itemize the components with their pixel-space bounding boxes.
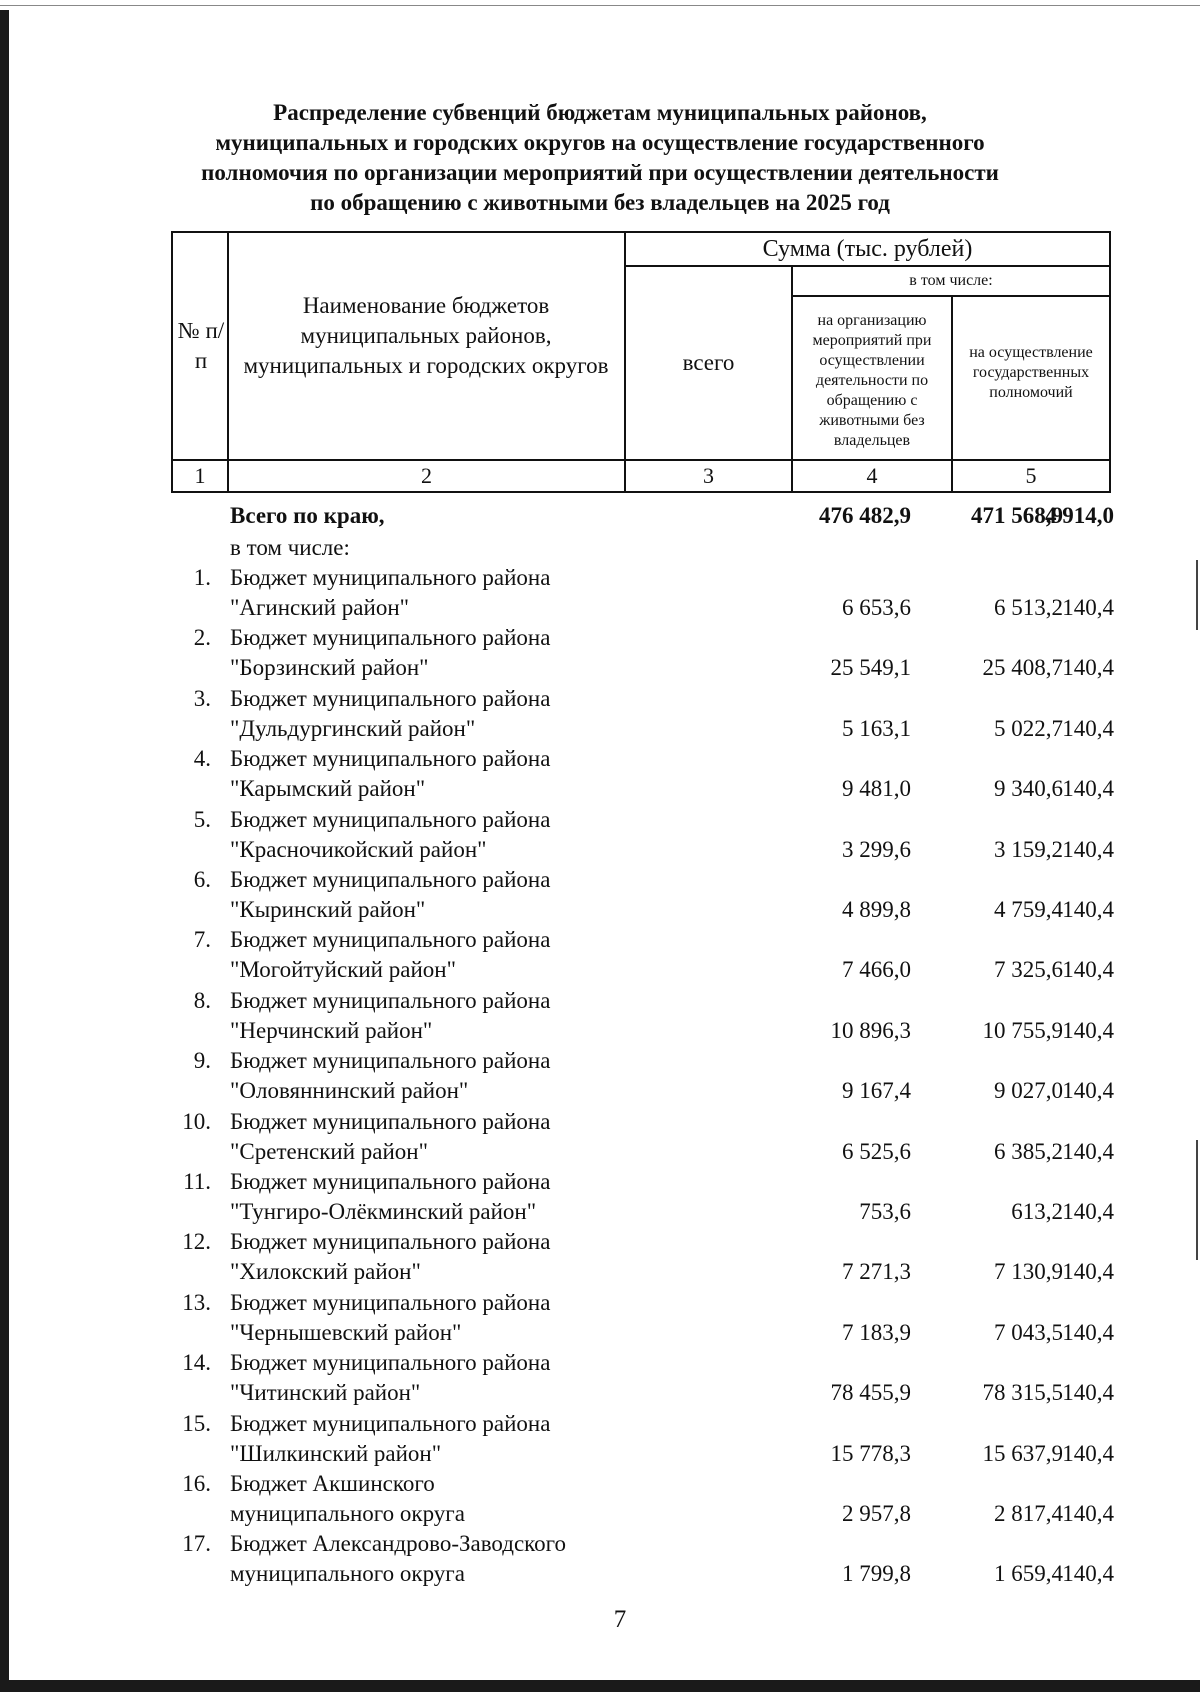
title-line: муниципальных и городских округов на осуществление государственного — [215, 130, 985, 155]
table-row — [171, 1348, 1114, 1408]
row-name-line1: Бюджет муниципального района — [230, 987, 551, 1013]
row-total: 10 896,3 — [830, 1017, 911, 1043]
header-powers: на осуществление государственных полномочий — [969, 344, 1093, 401]
row-org: 4 759,4 — [994, 897, 1063, 922]
row-total: 1 799,8 — [842, 1561, 911, 1587]
table-row — [171, 1107, 1114, 1167]
column-number: 4 — [866, 463, 878, 488]
row-name-line1: Бюджет муниципального района — [230, 1289, 551, 1315]
table-row — [171, 1469, 1114, 1529]
row-powers: 140,4 — [1062, 957, 1114, 983]
row-total: 753,6 — [859, 1199, 911, 1224]
row-number: 3. — [193, 685, 211, 711]
title-line: полномочия по организации мероприятий при осуществлении деятельности — [201, 160, 999, 185]
row-number: 15. — [182, 1410, 211, 1436]
row-org: 2 817,4 — [994, 1501, 1063, 1526]
table-row — [171, 925, 1114, 985]
row-org: 6 385,2 — [994, 1138, 1063, 1164]
row-name-line1: Бюджет муниципального района — [230, 565, 551, 590]
row-number: 6. — [193, 867, 211, 892]
row-number: 5. — [193, 806, 211, 832]
row-org: 9 340,6 — [994, 776, 1063, 802]
page-number: 7 — [613, 1606, 627, 1633]
row-name-line2: "Кыринский район" — [230, 897, 426, 922]
border — [227, 231, 229, 493]
row-name-line1: Бюджет муниципального района — [230, 806, 551, 832]
row-total: 4 899,8 — [842, 897, 911, 922]
row-org: 6 513,2 — [994, 595, 1063, 620]
row-name-line2: "Карымский район" — [230, 776, 426, 802]
table-row — [171, 1227, 1114, 1287]
row-number: 10. — [182, 1108, 211, 1134]
total-value: 476 482,9 — [819, 503, 911, 528]
row-name-line2: "Агинский район" — [230, 595, 410, 620]
table-row — [171, 1529, 1114, 1589]
header-name: Наименование бюджетов муниципальных районов, муниципальных и городских округов — [243, 293, 609, 378]
row-name-line2: муниципального округа — [230, 1561, 465, 1587]
row-powers: 140,4 — [1062, 595, 1114, 620]
table-row — [171, 1409, 1114, 1469]
row-powers: 140,4 — [1062, 715, 1114, 741]
row-name-line2: "Тунгиро-Олёкминский район" — [230, 1199, 537, 1224]
row-name-line1: Бюджет муниципального района — [230, 1229, 551, 1255]
row-number: 2. — [193, 625, 211, 651]
row-total: 6 653,6 — [842, 595, 911, 620]
row-org: 15 637,9 — [982, 1440, 1063, 1466]
row-name-line1: Бюджет муниципального района — [230, 685, 551, 711]
border — [1109, 231, 1111, 493]
row-number: 4. — [193, 746, 211, 772]
row-number: 11. — [183, 1169, 211, 1194]
row-name-line1: Бюджет муниципального района — [230, 867, 551, 892]
row-number: 17. — [182, 1531, 211, 1557]
table-row — [171, 684, 1114, 744]
row-org: 7 130,9 — [994, 1259, 1063, 1285]
header-org: на организацию мероприятий при осуществлении деятельности по обращению с животными без владельцев — [812, 312, 932, 449]
row-powers: 140,4 — [1062, 1138, 1114, 1164]
total-sublabel: в том числе: — [230, 535, 350, 560]
row-powers: 140,4 — [1062, 1259, 1114, 1285]
total-sublabel-row — [171, 533, 1111, 563]
row-total: 7 183,9 — [842, 1319, 911, 1345]
row-number: 14. — [182, 1350, 211, 1376]
row-name-line1: Бюджет муниципального района — [230, 927, 551, 953]
column-number: 3 — [703, 463, 714, 488]
row-org: 5 022,7 — [994, 715, 1063, 741]
row-name-line2: "Чернышевский район" — [230, 1319, 462, 1345]
row-total: 7 271,3 — [842, 1259, 911, 1285]
row-name-line1: Бюджет муниципального района — [230, 1410, 551, 1436]
column-number: 5 — [1025, 463, 1037, 488]
row-total: 78 455,9 — [830, 1380, 911, 1406]
row-name-line2: "Сретенский район" — [230, 1138, 428, 1164]
row-total: 25 549,1 — [830, 655, 911, 681]
row-number: 8. — [193, 987, 211, 1013]
table-row — [171, 1288, 1114, 1348]
row-powers: 140,4 — [1062, 1017, 1114, 1043]
row-number: 16. — [182, 1471, 211, 1496]
table-row — [171, 563, 1114, 623]
row-number: 7. — [193, 927, 211, 953]
title-line: Распределение субвенций бюджетам муниципальных районов, — [273, 100, 927, 125]
table-row — [171, 986, 1114, 1046]
row-name-line2: муниципального округа — [230, 1501, 465, 1526]
header-in-that-number: в том числе: — [909, 272, 993, 289]
row-total: 2 957,8 — [842, 1501, 911, 1526]
row-powers: 140,4 — [1062, 1501, 1114, 1526]
row-powers: 140,4 — [1062, 1078, 1114, 1104]
row-total: 5 163,1 — [842, 715, 911, 741]
row-total: 9 481,0 — [842, 776, 911, 802]
row-name-line1: Бюджет муниципального района — [230, 1169, 551, 1194]
row-name-line2: "Могойтуйский район" — [230, 957, 456, 983]
row-name-line1: Бюджет муниципального района — [230, 1108, 551, 1134]
row-name-line2: "Хилокский район" — [230, 1259, 421, 1285]
table-row — [171, 744, 1114, 804]
scan-border-bottom — [0, 1680, 1200, 1692]
table-row — [171, 865, 1114, 925]
row-name-line1: Бюджет Александрово-Заводского — [230, 1531, 567, 1557]
row-powers: 140,4 — [1062, 897, 1114, 922]
row-number: 13. — [182, 1289, 211, 1315]
row-powers: 140,4 — [1062, 1380, 1114, 1406]
header-total: всего — [682, 350, 735, 375]
row-powers: 140,4 — [1062, 776, 1114, 802]
row-powers: 140,4 — [1062, 1440, 1114, 1466]
column-number: 2 — [421, 463, 432, 488]
row-name-line1: Бюджет муниципального района — [230, 1350, 551, 1376]
scan-border-left — [0, 10, 9, 1692]
row-org: 9 027,0 — [994, 1078, 1063, 1104]
row-name-line1: Бюджет муниципального района — [230, 625, 551, 651]
scan-border-top — [0, 5, 1200, 6]
row-name-line1: Бюджет муниципального района — [230, 1048, 551, 1074]
border — [171, 491, 1111, 493]
row-total: 15 778,3 — [830, 1440, 911, 1466]
row-powers: 140,4 — [1062, 1561, 1114, 1587]
total-powers-value: 4 914,0 — [1045, 503, 1114, 528]
row-total: 3 299,6 — [842, 836, 911, 862]
row-total: 7 466,0 — [842, 957, 911, 983]
table-row — [171, 1046, 1114, 1106]
row-number: 9. — [193, 1048, 211, 1074]
title-line: по обращению с животными без владельцев на 2025 год — [310, 190, 890, 215]
total-row — [171, 501, 1114, 531]
row-org: 1 659,4 — [994, 1561, 1063, 1587]
row-org: 78 315,5 — [982, 1380, 1063, 1406]
scan-mark-right — [1196, 1140, 1198, 1260]
row-org: 3 159,2 — [994, 836, 1063, 862]
row-total: 9 167,4 — [842, 1078, 911, 1104]
row-powers: 140,4 — [1062, 1319, 1114, 1345]
row-name-line1: Бюджет муниципального района — [230, 746, 551, 772]
border — [791, 265, 793, 493]
row-name-line1: Бюджет Акшинского — [230, 1471, 435, 1496]
row-number: 12. — [182, 1229, 211, 1255]
table-row — [171, 623, 1114, 683]
row-name-line2: "Нерчинский район" — [230, 1017, 433, 1043]
row-name-line2: "Оловяннинский район" — [230, 1078, 469, 1104]
row-org: 25 408,7 — [982, 655, 1063, 681]
border — [171, 231, 173, 493]
row-org: 7 325,6 — [994, 957, 1063, 983]
header-sum-group: Сумма (тыс. рублей) — [762, 235, 973, 262]
row-org: 10 755,9 — [982, 1017, 1063, 1043]
row-org: 7 043,5 — [994, 1319, 1063, 1345]
row-powers: 140,4 — [1062, 655, 1114, 681]
total-label: Всего по краю, — [230, 503, 385, 528]
table-row — [171, 805, 1114, 865]
scan-mark-right — [1196, 560, 1198, 630]
row-powers: 140,4 — [1062, 1199, 1114, 1224]
row-name-line2: "Шилкинский район" — [230, 1440, 442, 1466]
total-org-value: 471 568,9 — [971, 503, 1063, 528]
column-number: 1 — [194, 463, 206, 488]
table-header — [171, 231, 1111, 493]
row-total: 6 525,6 — [842, 1138, 911, 1164]
row-powers: 140,4 — [1062, 836, 1114, 862]
row-name-line2: "Дульдургинский район" — [230, 715, 476, 741]
row-name-line2: "Красночикойский район" — [230, 836, 487, 862]
row-org: 613,2 — [1011, 1199, 1063, 1224]
header-number: № п/п — [177, 318, 225, 373]
row-number: 1. — [193, 565, 211, 590]
row-name-line2: "Читинский район" — [230, 1380, 421, 1406]
row-name-line2: "Борзинский район" — [230, 655, 429, 681]
document-title — [150, 98, 1050, 218]
table-row — [171, 1167, 1114, 1227]
